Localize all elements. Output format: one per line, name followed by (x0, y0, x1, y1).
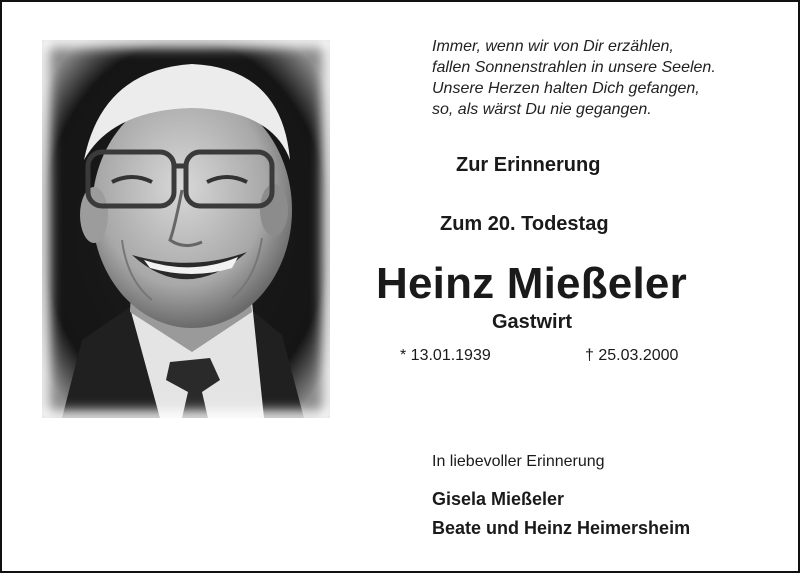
deceased-occupation: Gastwirt (492, 311, 573, 333)
poem-line: fallen Sonnenstrahlen in unsere Seelen. (432, 59, 716, 76)
anniversary-heading: Zum 20. Todestag (440, 213, 609, 235)
poem-line: Unsere Herzen halten Dich gefangen, (432, 80, 700, 97)
memorial-poem (432, 36, 716, 120)
death-date: † 25.03.2000 (585, 347, 679, 364)
birth-date: * 13.01.1939 (400, 347, 491, 364)
deceased-name: Heinz Mießeler (376, 259, 687, 308)
closing-line: In liebevoller Erinnerung (432, 453, 605, 470)
mourner-name: Beate und Heinz Heimersheim (432, 518, 691, 538)
portrait-photo (42, 40, 330, 418)
portrait-image (42, 40, 330, 418)
remembrance-heading: Zur Erinnerung (456, 154, 601, 176)
poem-line: so, als wärst Du nie gegangen. (432, 101, 652, 118)
poem-line: Immer, wenn wir von Dir erzählen, (432, 38, 674, 55)
mourner-name: Gisela Mießeler (432, 489, 565, 509)
